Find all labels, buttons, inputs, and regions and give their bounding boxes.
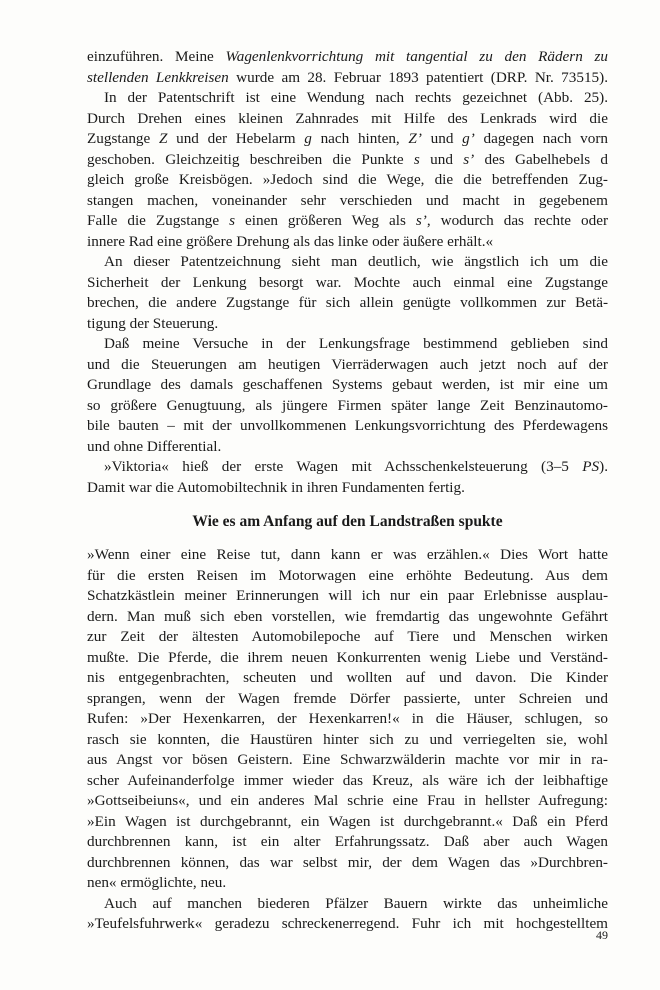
text-line: stellenden Lenkkreisen wurde am 28. Februar 1893 patentiert (DRP. Nr. 73515). (87, 68, 609, 86)
text-line: In der Patentschrift ist eine Wendung nach rechts gezeichnet (Abb. 25). (104, 89, 608, 106)
text-line: einzuführen. Meine Wagenlenkvorrichtung mit tangential zu den Rädern zu (87, 48, 608, 65)
text-line: aus Angst vor bösen Geistern. Eine Schwarzwälderin machte vor mir in ra- (87, 751, 608, 768)
text-line: Durch Drehen eines kleinen Zahnrades mit Hilfe des Lenkrads wird die (87, 109, 608, 127)
text-line: rasch sie konnten, die Haustüren hinter sich zu und verriegelten sie, wohl (87, 730, 608, 748)
text-line: tigung der Steuerung. (87, 314, 219, 332)
text-line: An dieser Patentzeichnung sieht man deutlich, wie ängstlich ich um die (104, 253, 608, 270)
text-line: durchbrennen können, das war selbst mir, der dem Wagen das »Durchbren- (87, 853, 608, 871)
text-line: »Teufelsfuhrwerk« geradezu schreckenerregend. Fuhr ich mit hochgestelltem (87, 915, 608, 932)
section-heading: Wie es am Anfang auf den Landstraßen spukte (192, 513, 503, 530)
text-line: »Gottseibeiuns«, und ein anderes Mal schrie eine Frau in hellster Aufregung: (87, 792, 608, 809)
text-line: scher Aufeinanderfolge immer wieder das Kreuz, als wäre ich der leibhaftige (87, 771, 608, 789)
text-line: für die ersten Reisen im Motorwagen eine erhöhte Bedeutung. Aus dem (87, 566, 608, 584)
text-line: gleich große Kreisbögen. »Jedoch sind die Wege, die die betreffenden Zug- (87, 171, 608, 188)
text-line: so größere Genugtuung, als jüngere Firmen später lange Zeit Benzinautomo- (87, 396, 608, 414)
text-line: »Wenn einer eine Reise tut, dann kann er was erzählen.« Dies Wort hatte (87, 546, 608, 563)
page-number: 49 (596, 928, 608, 942)
text-line: »Ein Wagen ist durchgebrannt, ein Wagen ist durchgebrannt.« Daß ein Pferd (87, 812, 608, 830)
text-line: nis entgegenbrachten, scheuten und wollten auf und davon. Die Kinder (87, 669, 608, 686)
text-line: Falle die Zugstange s einen größeren Weg als s’, wodurch das rechte oder (87, 212, 609, 229)
text-line: Damit war die Automobiltechnik in ihren Fundamenten fertig. (87, 478, 465, 496)
text-line: Zugstange Z und der Hebelarm g nach hinten, Z’ und g’ dagegen nach vorn (87, 130, 608, 147)
text-line: zur Zeit der ältesten Automobilepoche auf Tiere und Menschen wirken (87, 628, 608, 645)
text-line: bile bauten – mit der unvollkommenen Lenkungsvorrichtung des Pferdewagens (87, 417, 608, 434)
text-line: Schatzkästlein meiner Erinnerungen will ich nur ein paar Erlebnisse ausplau- (87, 587, 608, 604)
text-line: »Viktoria« hieß der erste Wagen mit Achsschenkelsteuerung (3–5 PS). (104, 458, 608, 475)
text-line: dern. Man muß sich eben vorstellen, wie fremdartig das ungewohnte Gefährt (87, 607, 608, 625)
text-line: und ohne Differential. (87, 437, 222, 455)
text-line: geschoben. Gleichzeitig beschreiben die Punkte s und s’ des Gabelhebels d (87, 150, 608, 168)
text-line: durchbrennen kann, ist ein alter Erfahrungssatz. Daß aber auch Wagen (87, 833, 608, 850)
text-line: Sicherheit der Lenkung besorgt war. Mochte auch einmal eine Zugstange (87, 273, 608, 291)
text-line: Auch auf manchen biederen Pfälzer Bauern wirkte das unheimliche (104, 894, 608, 912)
text-line: Grundlage des damals geschaffenen Systems gebaut werden, ist mir eine um (87, 376, 608, 393)
text-line: innere Rad eine größere Drehung als das linke oder äußere erhält.« (87, 232, 494, 250)
text-line: mußte. Die Pferde, die ihrem neuen Konkurrenten wenig Liebe und Verständ- (87, 648, 608, 666)
text-line: sprangen, wenn der Wagen fremde Dörfer passierte, unter Schreien und (87, 689, 608, 707)
section-patent-text (87, 47, 608, 498)
text-line: Daß meine Versuche in der Lenkungsfrage bestimmend geblieben sind (104, 335, 608, 352)
text-line: nen« ermöglichte, neu. (87, 874, 227, 891)
text-line: brechen, die andere Zugstange für sich allein genügte vollkommen zur Betä- (87, 294, 608, 311)
text-line: Rufen: »Der Hexenkarren, der Hexenkarren!« in die Häuser, schlugen, so (87, 710, 608, 727)
text-line: und die Steuerungen am heutigen Vierräderwagen auch jetzt noch auf der (87, 355, 608, 373)
section-landstrassen-text (87, 545, 608, 935)
text-line: stangen machen, voneinander sehr verschieden und macht in gegebenem (87, 191, 608, 209)
